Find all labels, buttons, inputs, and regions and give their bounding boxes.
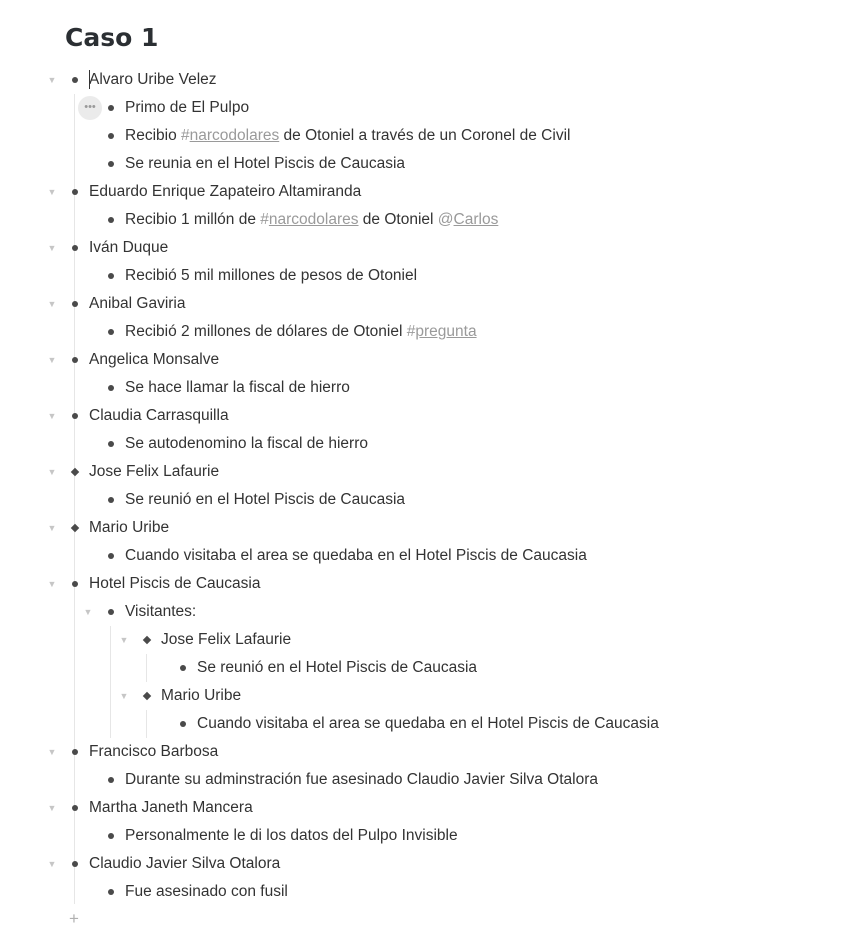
item-text[interactable]: Durante su adminstración fue asesinado Claudio Javier Silva Otalora (125, 771, 598, 788)
text-segment: Recibio 1 millón de (125, 211, 261, 228)
hashtag-link[interactable] (260, 211, 358, 228)
bullet-icon[interactable] (72, 413, 78, 419)
bullet-icon[interactable] (108, 497, 114, 503)
item-text[interactable]: Claudio Javier Silva Otalora (89, 855, 281, 872)
item-text[interactable]: Se reunia en el Hotel Piscis de Caucasia (125, 155, 406, 172)
item-text[interactable]: Eduardo Enrique Zapateiro Altamiranda (89, 183, 362, 200)
collapse-arrow-icon[interactable]: ▼ (47, 579, 57, 589)
diamond-bullet-icon[interactable] (143, 636, 151, 644)
item-text[interactable]: Mario Uribe (161, 687, 242, 704)
bullet-icon[interactable] (108, 889, 114, 895)
item-text[interactable]: Visitantes: (125, 603, 197, 620)
collapse-arrow-icon[interactable]: ▼ (47, 859, 57, 869)
text-segment: de Otoniel a través de un Coronel de Civil (279, 127, 571, 144)
at-symbol: @ (437, 211, 454, 228)
collapse-arrow-icon[interactable]: ▼ (47, 355, 57, 365)
text-segment: Recibió 2 millones de dólares de Otoniel (125, 323, 407, 340)
item-text[interactable]: Alvaro Uribe Velez (89, 71, 217, 88)
collapse-arrow-icon[interactable]: ▼ (47, 243, 57, 253)
hash-symbol: # (260, 211, 269, 228)
item-text[interactable]: Claudia Carrasquilla (89, 407, 229, 424)
bullet-icon[interactable] (108, 161, 114, 167)
item-text[interactable]: Personalmente le di los datos del Pulpo Invisible (125, 827, 458, 844)
item-text[interactable]: Mario Uribe (89, 519, 170, 536)
item-text[interactable]: Hotel Piscis de Caucasia (89, 575, 261, 592)
page-title: Caso 1 (65, 23, 159, 52)
hashtag-link[interactable] (407, 323, 477, 340)
bullet-icon[interactable] (108, 133, 114, 139)
bullet-icon[interactable] (108, 777, 114, 783)
indent-guide (74, 94, 75, 904)
collapse-arrow-icon[interactable]: ▼ (83, 607, 93, 617)
collapse-arrow-icon[interactable]: ▼ (47, 75, 57, 85)
bullet-icon[interactable] (108, 105, 114, 111)
collapse-arrow-icon[interactable]: ▼ (119, 691, 129, 701)
bullet-icon[interactable] (72, 301, 78, 307)
item-text[interactable]: Martha Janeth Mancera (89, 799, 253, 816)
bullet-icon[interactable] (108, 273, 114, 279)
item-text[interactable]: Se reunió en el Hotel Piscis de Caucasia (125, 491, 406, 508)
collapse-arrow-icon[interactable]: ▼ (47, 747, 57, 757)
hashtag-word: pregunta (415, 323, 477, 340)
indent-guide (110, 626, 111, 738)
collapse-arrow-icon[interactable]: ▼ (47, 299, 57, 309)
hash-symbol: # (406, 323, 416, 340)
hash-symbol: # (181, 127, 190, 144)
item-text[interactable]: Recibió 5 mil millones de pesos de Otoniel (125, 267, 418, 284)
bullet-icon[interactable] (108, 833, 114, 839)
diamond-bullet-icon[interactable] (71, 524, 79, 532)
item-text[interactable]: Fue asesinado con fusil (125, 883, 288, 900)
bullet-icon[interactable] (72, 245, 78, 251)
bullet-icon[interactable] (72, 189, 78, 195)
bullet-icon[interactable] (108, 217, 114, 223)
item-text[interactable] (125, 206, 498, 234)
mention-link[interactable] (438, 211, 499, 228)
add-item-button[interactable]: + (69, 909, 79, 928)
item-text[interactable]: Se autodenomino la fiscal de hierro (125, 435, 368, 452)
text-segment: Recibio (125, 127, 181, 144)
diamond-bullet-icon[interactable] (71, 468, 79, 476)
bullet-icon[interactable] (108, 441, 114, 447)
item-text[interactable]: Iván Duque (89, 239, 169, 256)
more-options-icon[interactable]: ••• (78, 96, 102, 120)
bullet-icon[interactable] (180, 721, 186, 727)
bullet-icon[interactable] (72, 861, 78, 867)
bullet-icon[interactable] (180, 665, 186, 671)
hashtag-word: narcodolares (268, 211, 359, 228)
bullet-icon[interactable] (108, 329, 114, 335)
collapse-arrow-icon[interactable]: ▼ (47, 523, 57, 533)
item-text[interactable]: Anibal Gaviria (89, 295, 186, 312)
indent-guide (146, 654, 147, 682)
item-text[interactable]: Cuando visitaba el area se quedaba en el Hotel Piscis de Caucasia (197, 715, 659, 732)
item-text[interactable]: Se hace llamar la fiscal de hierro (125, 379, 350, 396)
item-text[interactable] (125, 122, 570, 150)
collapse-arrow-icon[interactable]: ▼ (47, 187, 57, 197)
bullet-icon[interactable] (108, 609, 114, 615)
item-text[interactable]: Jose Felix Lafaurie (89, 463, 220, 480)
item-text[interactable]: Angelica Monsalve (89, 351, 220, 368)
collapse-arrow-icon[interactable]: ▼ (47, 467, 57, 477)
bullet-icon[interactable] (72, 77, 78, 83)
collapse-arrow-icon[interactable]: ▼ (119, 635, 129, 645)
bullet-icon[interactable] (72, 749, 78, 755)
item-text[interactable]: Jose Felix Lafaurie (161, 631, 292, 648)
indent-guide (146, 710, 147, 738)
item-text[interactable]: Cuando visitaba el area se quedaba en el Hotel Piscis de Caucasia (125, 547, 587, 564)
mention-word: Carlos (453, 211, 499, 228)
collapse-arrow-icon[interactable]: ▼ (47, 411, 57, 421)
item-text[interactable] (125, 318, 477, 346)
text-segment: de Otoniel (358, 211, 438, 228)
item-text[interactable]: Francisco Barbosa (89, 743, 219, 760)
hashtag-word: narcodolares (189, 127, 280, 144)
bullet-icon[interactable] (72, 357, 78, 363)
bullet-icon[interactable] (108, 385, 114, 391)
item-text[interactable]: Se reunió en el Hotel Piscis de Caucasia (197, 659, 478, 676)
diamond-bullet-icon[interactable] (143, 692, 151, 700)
collapse-arrow-icon[interactable]: ▼ (47, 803, 57, 813)
hashtag-link[interactable] (181, 127, 279, 144)
bullet-icon[interactable] (72, 581, 78, 587)
item-text[interactable]: Primo de El Pulpo (125, 99, 250, 116)
bullet-icon[interactable] (108, 553, 114, 559)
bullet-icon[interactable] (72, 805, 78, 811)
